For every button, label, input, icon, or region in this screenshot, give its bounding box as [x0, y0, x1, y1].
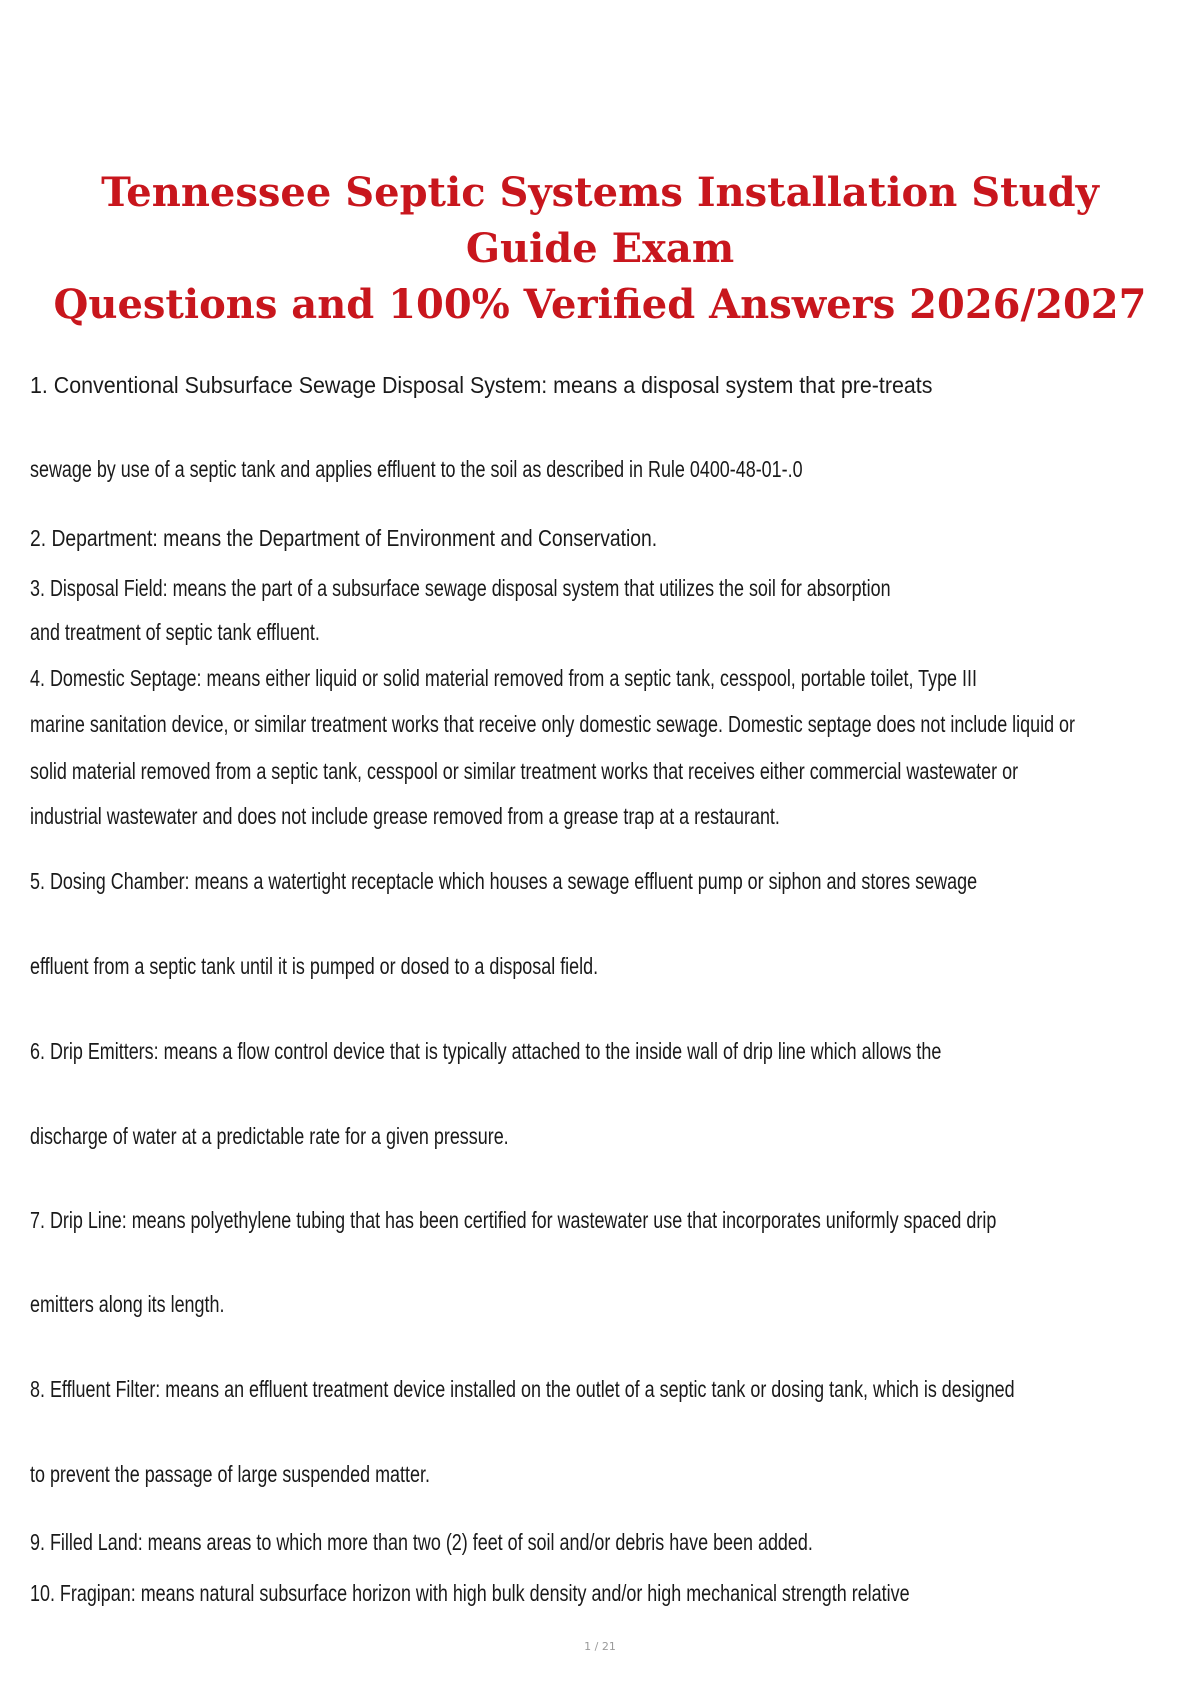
- definition-4-line-3: solid material removed from a septic tank, cesspool or similar treatment works that receives either commercial wastewater or: [30, 758, 1019, 784]
- definition-7-line-2: emitters along its length.: [30, 1291, 225, 1317]
- definition-4-line-2: marine sanitation device, or similar treatment works that receive only domestic sewage. Domestic septage does not include liquid or: [30, 711, 1076, 737]
- title-line-1: Tennessee Septic Systems Installation Study Guide Exam: [101, 169, 1099, 272]
- definition-6-line-2: discharge of water at a predictable rate for a given pressure.: [30, 1123, 509, 1149]
- definition-8-line-2: to prevent the passage of large suspended matter.: [30, 1461, 430, 1487]
- title-line-2: Questions and 100% Verified Answers 2026/2027: [53, 281, 1147, 328]
- definition-5-line-2: effluent from a septic tank until it is pumped or dosed to a disposal field.: [30, 953, 599, 979]
- definition-4-line-1: 4. Domestic Septage: means either liquid or solid material removed from a septic tank, cesspool, portable toilet, Type III: [30, 665, 977, 691]
- definition-3-line-1: 3. Disposal Field: means the part of a subsurface sewage disposal system that utilizes the soil for absorption: [30, 575, 891, 601]
- definition-1-line-1: 1. Conventional Subsurface Sewage Disposal System: means a disposal system that pre-treats: [30, 372, 933, 398]
- definition-1-line-2: sewage by use of a septic tank and applies effluent to the soil as described in Rule 0400-48-01-.0: [30, 456, 803, 482]
- definition-9-line-1: 9. Filled Land: means areas to which more than two (2) feet of soil and/or debris have been added.: [30, 1529, 813, 1555]
- definition-8-line-1: 8. Effluent Filter: means an effluent treatment device installed on the outlet of a septic tank or dosing tank, which is designed: [30, 1376, 1015, 1402]
- definition-2-line-1: 2. Department: means the Department of Environment and Conservation.: [30, 525, 658, 551]
- page-number: 1 / 21: [584, 1640, 616, 1653]
- document-title: [40, 165, 1160, 333]
- definition-10-line-1: 10. Fragipan: means natural subsurface horizon with high bulk density and/or high mechanical strength relative: [30, 1580, 910, 1606]
- definition-4-line-4: industrial wastewater and does not include grease removed from a grease trap at a restaurant.: [30, 803, 780, 829]
- definition-5-line-1: 5. Dosing Chamber: means a watertight receptacle which houses a sewage effluent pump or siphon and stores sewage: [30, 868, 978, 894]
- definition-6-line-1: 6. Drip Emitters: means a flow control device that is typically attached to the inside wall of drip line which allows the: [30, 1038, 942, 1064]
- definition-7-line-1: 7. Drip Line: means polyethylene tubing that has been certified for wastewater use that incorporates uniformly spaced drip: [30, 1207, 997, 1233]
- definition-3-line-2: and treatment of septic tank effluent.: [30, 619, 320, 645]
